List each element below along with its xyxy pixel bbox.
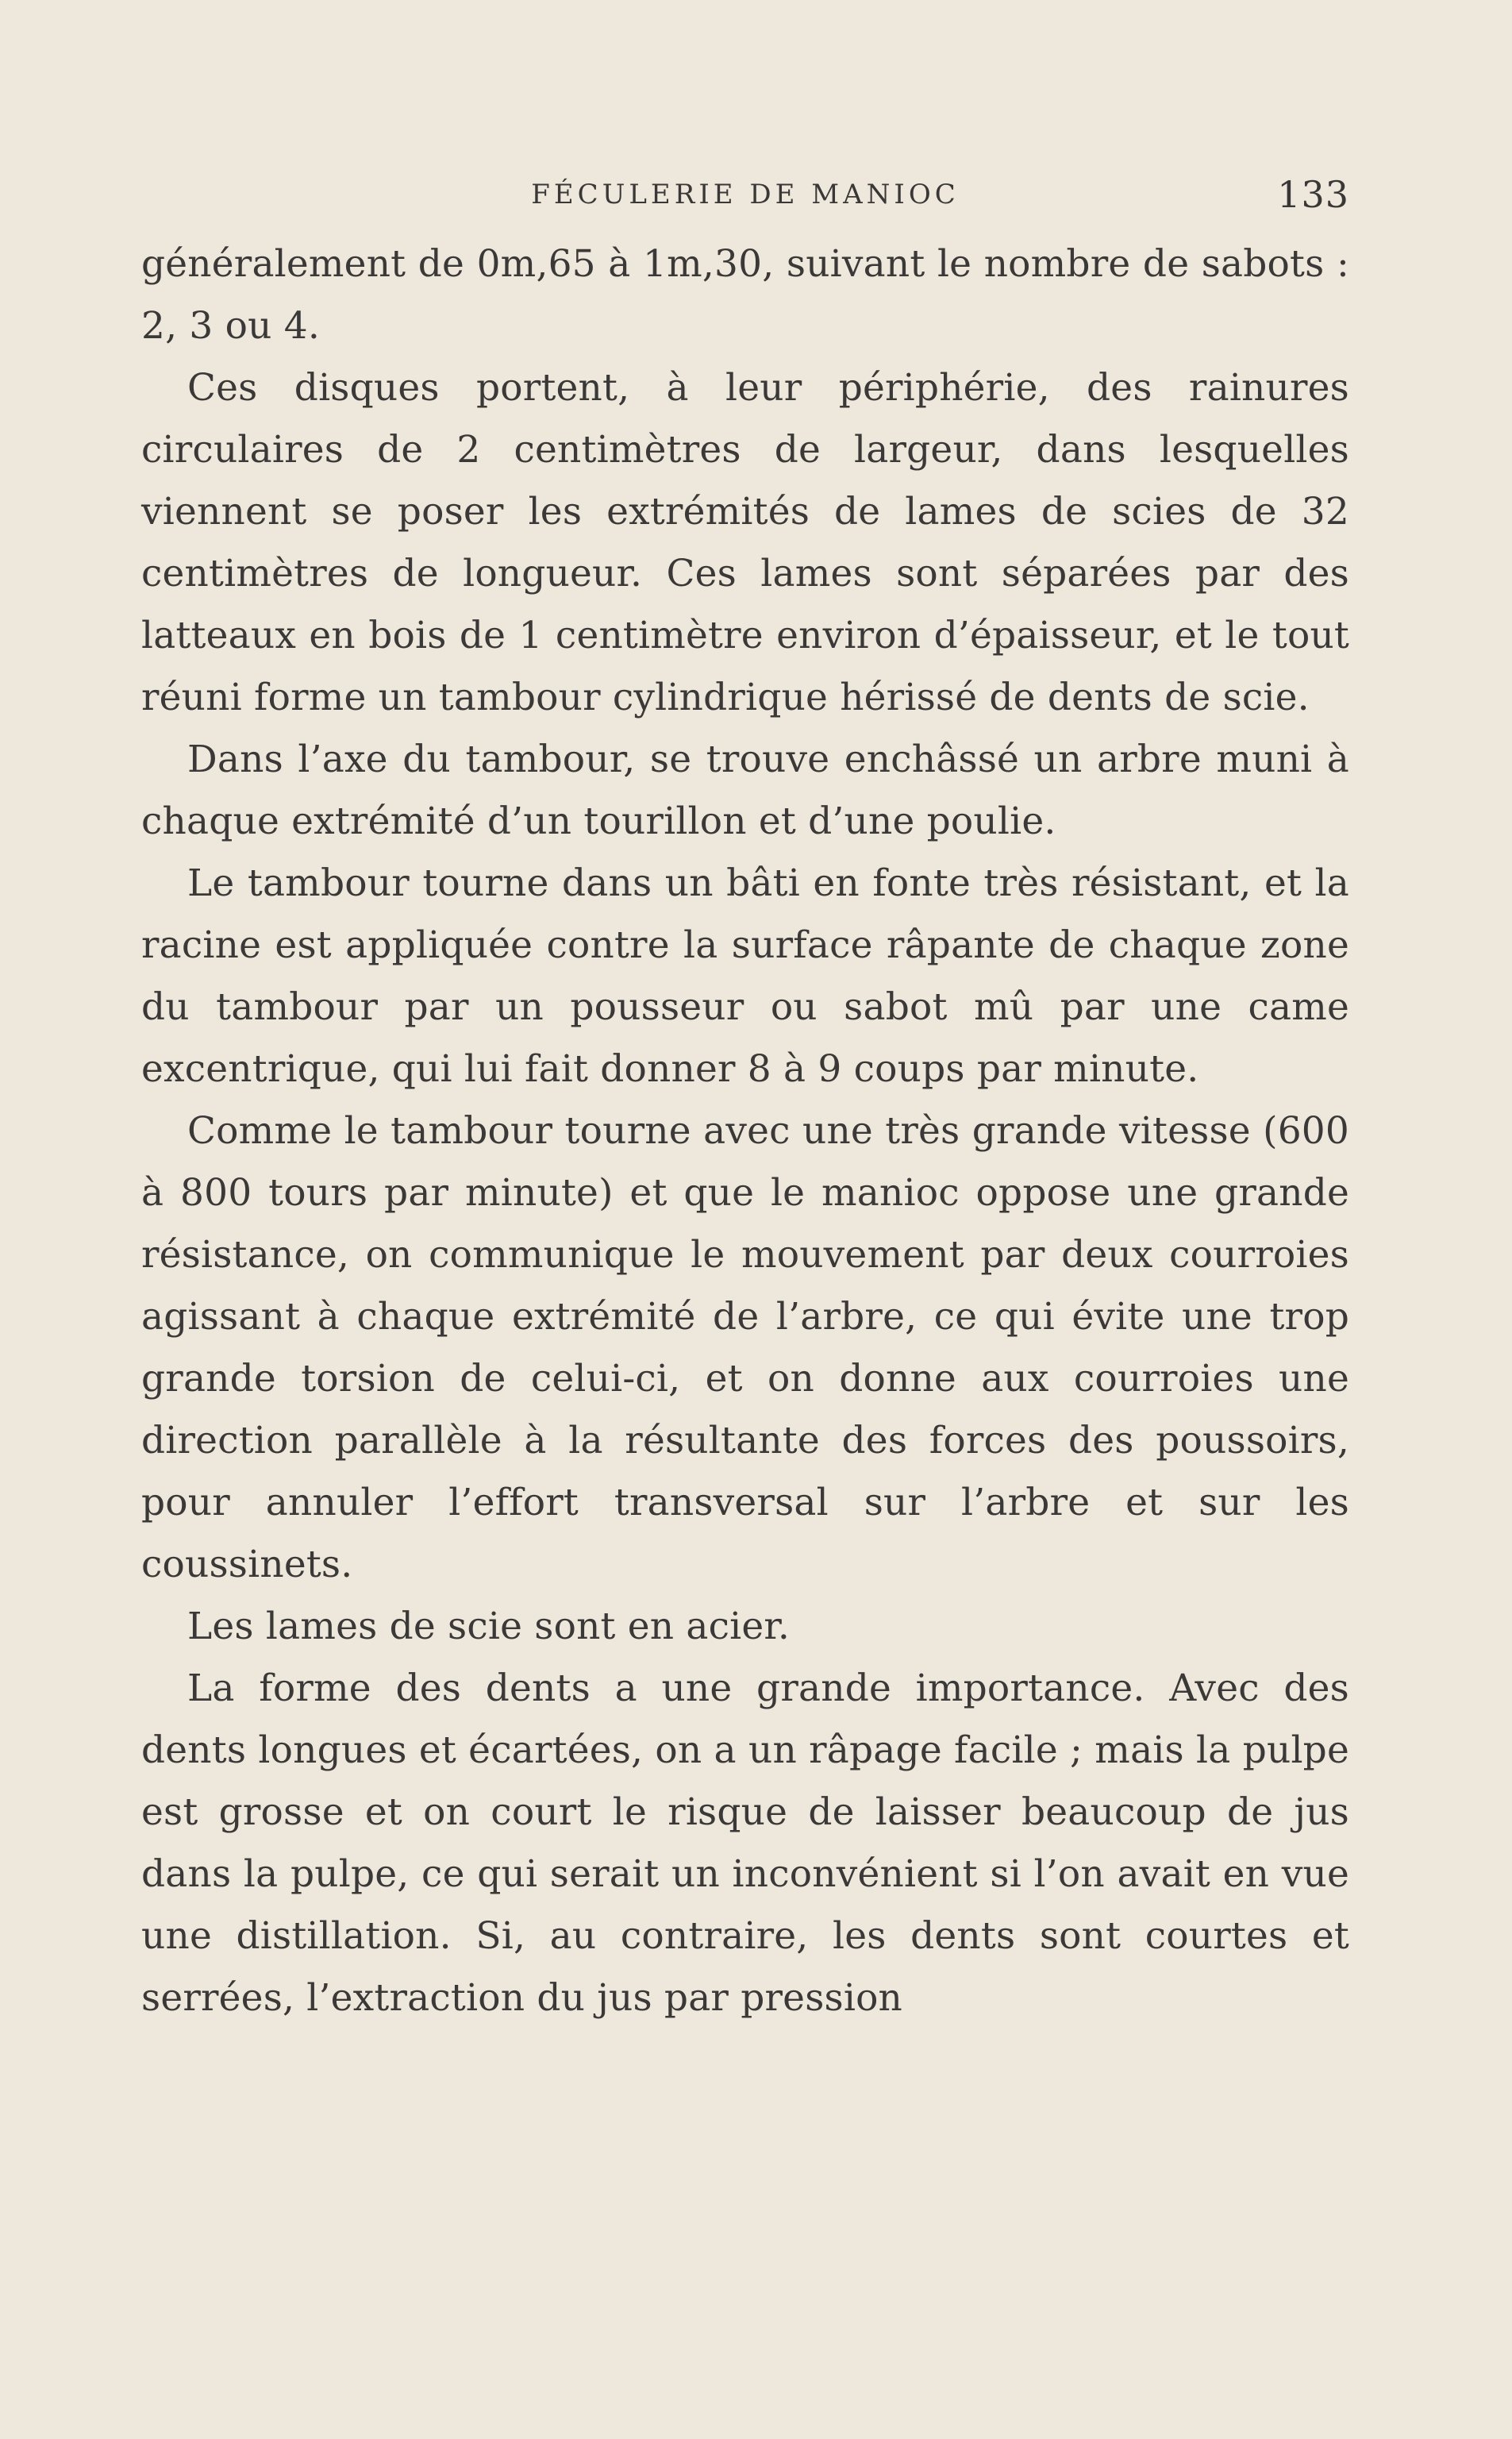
paragraph-tambour: Le tambour tourne dans un bâti en fonte très résistant, et la racine est appliquée contre la surface râpante de chaque zone du tambour par un pousseur ou sabot mû par une came excentrique, qui lui fait donner 8 à 9 coups par minute.	[141, 861, 1349, 1091]
paragraph-lames: Les lames de scie sont en acier.	[187, 1605, 791, 1648]
paragraph-dents: La forme des dents a une grande importance. Avec des dents longues et écartées, on a un râpage facile ; mais la pulpe est grosse et on court le risque de laisser beaucoup de jus dans la pulpe, ce qui serait un inconvénient si l’on avait en vue une distillation. Si, au contraire, les dents sont courtes et serrées, l’extraction du jus par pression	[141, 1666, 1349, 2020]
paragraph-disques: Ces disques portent, à leur périphérie, des rainures circulaires de 2 centimètres de largeur, dans lesquelles viennent se poser les extrémités de lames de scies de 32 centimètres de longueur. Ces lames sont séparées par des latteaux en bois de 1 centimètre environ d’épaisseur, et le tout réuni forme un tambour cylindrique hérissé de dents de scie.	[141, 366, 1349, 719]
paragraph-continuation: généralement de 0m,65 à 1m,30, suivant le nombre de sabots : 2, 3 ou 4.	[141, 242, 1349, 348]
body-text	[141, 233, 1349, 2029]
page-number: 133	[1277, 173, 1349, 216]
page-header	[141, 171, 1349, 218]
paragraph-courroies: Comme le tambour tourne avec une très grande vitesse (600 à 800 tours par minute) et que le manioc oppose une grande résistance, on communique le mouvement par deux courroies agissant à chaque extrémité de l’arbre, ce qui évite une trop grande torsion de celui-ci, et on donne aux courroies une direction parallèle à la résultante des forces des poussoirs, pour annuler l’effort transversal sur l’arbre et sur les coussinets.	[141, 1109, 1349, 1586]
paragraph-axe: Dans l’axe du tambour, se trouve enchâssé un arbre muni à chaque extrémité d’un tourillon et d’une poulie.	[141, 738, 1349, 843]
running-title: FÉCULERIE DE MANIOC	[531, 179, 960, 210]
